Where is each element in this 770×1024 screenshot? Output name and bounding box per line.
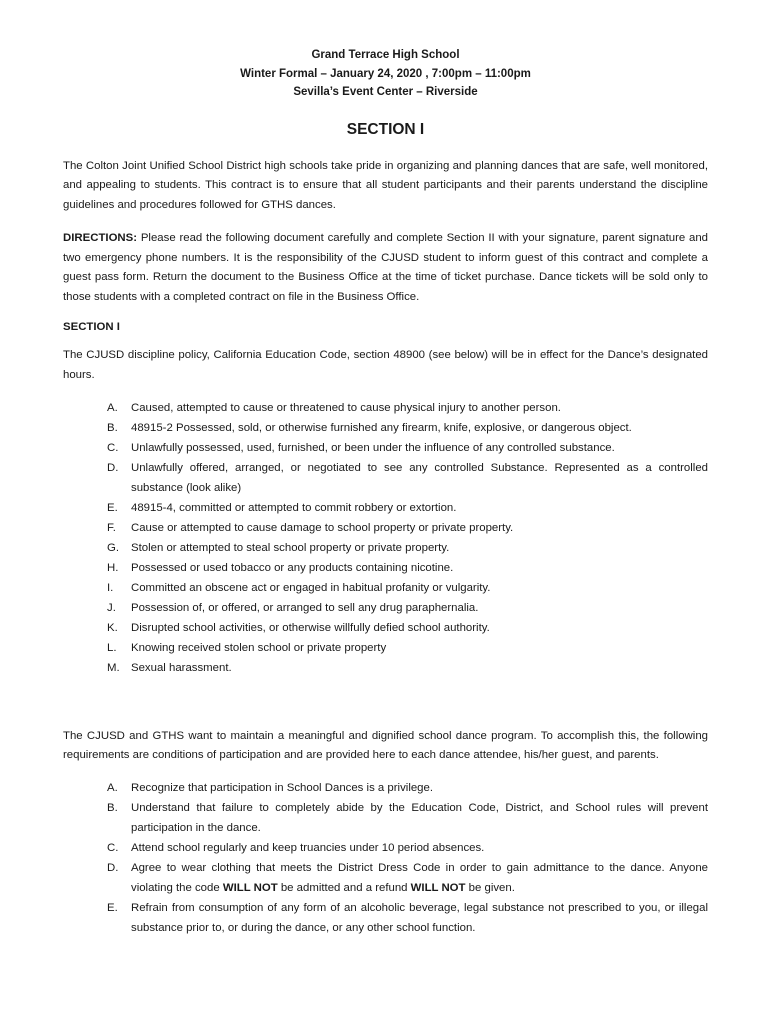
list-text: Understand that failure to completely abide by the Education Code, District, and School rules will prevent participation in the dance. (131, 802, 708, 835)
document-page (63, 46, 708, 938)
list-text-post: be given. (465, 882, 515, 895)
list-item (63, 398, 708, 418)
list-letter: M. (107, 661, 120, 674)
list-letter: C. (107, 842, 119, 855)
list-text: Unlawfully offered, arranged, or negotiated to see any controlled Substance. Represented as a controlled substance (look alike) (131, 461, 708, 494)
list-item (63, 858, 708, 898)
list-item (63, 618, 708, 638)
list-text: Stolen or attempted to steal school property or private property. (131, 541, 450, 554)
list-item (63, 498, 708, 518)
list-text: Disrupted school activities, or otherwise willfully defied school authority. (131, 621, 490, 634)
list-item (63, 598, 708, 618)
emphasis-will-not: WILL NOT (222, 882, 278, 895)
list-text: 48915-4, committed or attempted to commit robbery or extortion. (131, 501, 457, 514)
list-letter: E. (107, 501, 118, 514)
list-text: Possessed or used tobacco or any products containing nicotine. (131, 561, 454, 574)
list-item (63, 418, 708, 438)
list-letter: D. (107, 461, 119, 474)
venue-line: Sevilla’s Event Center – Riverside (293, 86, 478, 98)
requirements-list (63, 778, 708, 938)
event-line: Winter Formal – January 24, 2020 , 7:00pm – 11:00pm (240, 67, 531, 80)
school-name: Grand Terrace High School (311, 49, 460, 61)
document-header (63, 46, 708, 102)
list-text: Recognize that participation in School Dances is a privilege. (131, 782, 434, 795)
section-subheading: SECTION I (63, 321, 120, 334)
list-text: Possession of, or offered, or arranged to sell any drug paraphernalia. (131, 601, 479, 614)
spacer (63, 678, 708, 727)
list-text-mid: be admitted and a refund (277, 882, 411, 895)
list-item (63, 778, 708, 798)
emphasis-will-not: WILL NOT (410, 882, 466, 895)
list-item (63, 458, 708, 498)
list-text: Committed an obscene act or engaged in habitual profanity or vulgarity. (131, 581, 491, 594)
list-text: 48915-2 Possessed, sold, or otherwise furnished any firearm, knife, explosive, or dangerous object. (131, 421, 632, 434)
list-letter: B. (107, 802, 118, 815)
list-text: Attend school regularly and keep truancies under 10 period absences. (131, 842, 485, 855)
directions-label: DIRECTIONS: (63, 231, 138, 244)
list-text: Refrain from consumption of any form of an alcoholic beverage, legal substance not prescribed to you, or illegal substance prior to, or during the dance, or any other school function. (131, 902, 708, 935)
list-letter: E. (107, 902, 118, 915)
list-item (63, 518, 708, 538)
list-item (63, 558, 708, 578)
list-letter: J. (107, 601, 116, 614)
list-letter: A. (107, 782, 118, 795)
list-item (63, 538, 708, 558)
violations-list (63, 398, 708, 678)
list-text: Sexual harassment. (131, 661, 232, 674)
intro-paragraph: The Colton Joint Unified School District high schools take pride in organizing and planning dances that are safe, well monitored, and appealing to students. This contract is to ensure that all student participants and their parents understand the discipline guidelines and procedures followed for GTHS dances. (63, 159, 708, 212)
requirements-intro: The CJUSD and GTHS want to maintain a meaningful and dignified school dance program. To accomplish this, the following requirements are conditions of participation and are provided here to each dance attendee, his/her guest, and parents. (63, 729, 708, 762)
list-item (63, 638, 708, 658)
list-letter: L. (107, 641, 117, 654)
list-letter: I. (107, 581, 114, 594)
list-item (63, 798, 708, 838)
list-letter: D. (107, 862, 119, 875)
list-text: Cause or attempted to cause damage to school property or private property. (131, 521, 514, 534)
directions-paragraph (63, 229, 708, 308)
section-title: SECTION I (346, 120, 425, 138)
list-item (63, 658, 708, 678)
list-text: Caused, attempted to cause or threatened to cause physical injury to another person. (131, 401, 561, 414)
list-text-pre: Agree to wear clothing that meets the District Dress Code in order to gain admittance to the dance. Anyone violating the code (131, 862, 708, 895)
directions-text: Please read the following document carefully and complete Section II with your signature, parent signature and two emergency phone numbers. It is the responsibility of the CJUSD student to inform guest of this contract and complete a guest pass form. Return the document to the Business Office at the time of ticket purchase. Dance tickets will be sold only to those students with a completed contract on file in the Business Office. (63, 231, 708, 304)
list-letter: C. (107, 441, 119, 454)
list-letter: K. (107, 621, 118, 634)
policy-intro: The CJUSD discipline policy, California Education Code, section 48900 (see below) will be in effect for the Dance’s designated hours. (63, 349, 708, 381)
list-letter: A. (107, 401, 118, 414)
list-text: Knowing received stolen school or private property (131, 641, 387, 654)
list-letter: G. (107, 541, 120, 554)
list-text: Unlawfully possessed, used, furnished, or been under the influence of any controlled substance. (131, 441, 615, 454)
list-item (63, 898, 708, 938)
list-item (63, 438, 708, 458)
list-letter: B. (107, 421, 118, 434)
list-item (63, 838, 708, 858)
list-letter: F. (107, 521, 116, 534)
list-item (63, 578, 708, 598)
list-letter: H. (107, 561, 119, 574)
